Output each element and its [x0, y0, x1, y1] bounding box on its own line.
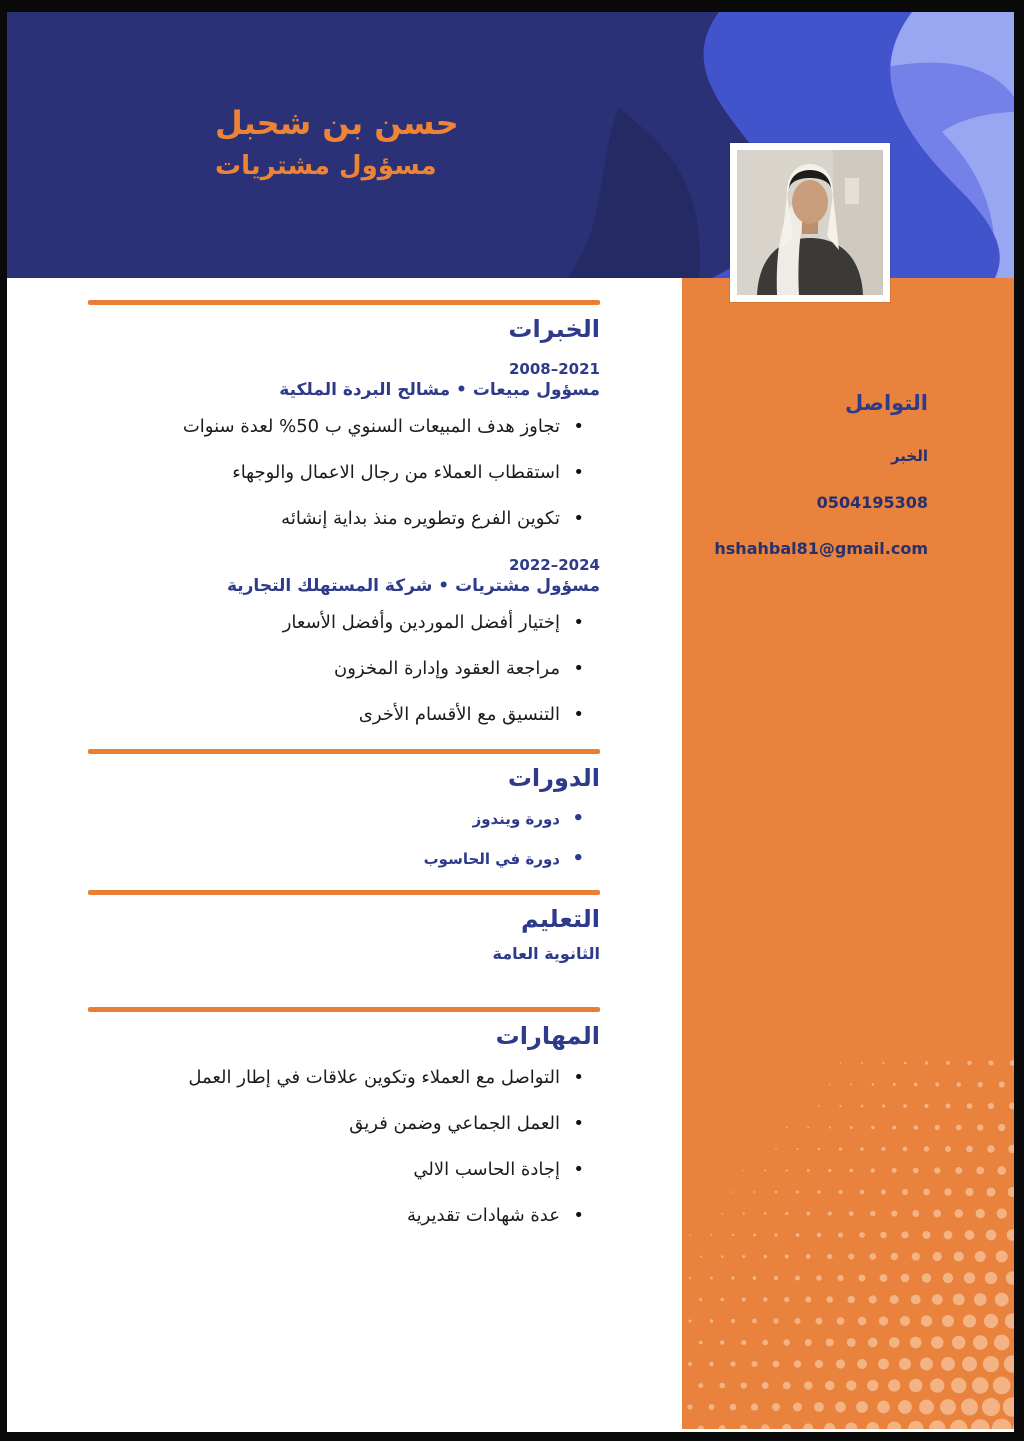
experience-heading: الخبرات [508, 315, 600, 343]
section-divider [88, 890, 600, 895]
job-title: مسؤول مشتريات • شركة المستهلك التجارية [226, 576, 600, 596]
person-job-title: مسؤول مشتريات [215, 151, 437, 181]
section-divider [88, 1007, 600, 1012]
contact-heading: التواصل [844, 391, 928, 415]
skill-item: • عدة شهادات تقديرية [88, 1204, 586, 1228]
job-bullet-list [88, 611, 600, 727]
contact-phone: 0504195308 [816, 492, 928, 512]
section-divider [88, 300, 600, 305]
person-name: حسن بن شحبل [215, 104, 459, 142]
job-bullet: • إختيار أفضل الموردين وأفضل الأسعار [88, 611, 586, 635]
job-dates: 2008–2021 [509, 360, 600, 378]
halftone-dots-decoration [682, 1055, 1014, 1429]
job-title: مسؤول مبيعات • مشالح البردة الملكية [279, 380, 600, 400]
resume-page [7, 12, 1014, 1432]
job-entry [88, 359, 600, 531]
education-item: الثانوية العامة [492, 944, 600, 963]
contact-block [682, 391, 1014, 577]
contact-location: الخبر [890, 447, 928, 465]
course-item: • دورة ويندوز [88, 808, 586, 830]
job-bullet: • استقطاب العملاء من رجال الاعمال والوجهاء [88, 461, 586, 485]
section-divider [88, 749, 600, 754]
contact-row-location [695, 439, 928, 473]
skills-list [88, 1066, 600, 1228]
courses-list [88, 808, 600, 870]
education-heading: التعليم [521, 905, 600, 933]
contact-sidebar [682, 278, 1014, 1429]
skills-heading: المهارات [495, 1022, 600, 1050]
job-bullet: • التنسيق مع الأقسام الأخرى [88, 703, 586, 727]
skill-item: • العمل الجماعي وضمن فريق [88, 1112, 586, 1136]
courses-heading: الدورات [507, 764, 600, 792]
job-bullet: • مراجعة العقود وإدارة المخزون [88, 657, 586, 681]
job-bullet-list [88, 415, 600, 531]
course-item: • دورة في الحاسوب [88, 848, 586, 870]
contact-row-email [695, 531, 928, 565]
job-bullet: • تجاوز هدف المبيعات السنوي ب 50% لعدة سنوات [88, 415, 586, 439]
skill-item: • التواصل مع العملاء وتكوين علاقات في إطار العمل [88, 1066, 586, 1090]
job-dates: 2022–2024 [509, 556, 600, 574]
main-column [88, 278, 600, 1250]
job-bullet: • تكوين الفرع وتطويره منذ بداية إنشائه [88, 507, 586, 531]
profile-photo-placeholder [737, 150, 883, 295]
profile-photo [730, 143, 890, 302]
name-block [215, 100, 575, 186]
contact-row-phone [695, 485, 928, 519]
skill-item: • إجادة الحاسب الالي [88, 1158, 586, 1182]
job-entry [88, 555, 600, 727]
contact-email: hshahbal81@gmail.com [714, 538, 928, 558]
